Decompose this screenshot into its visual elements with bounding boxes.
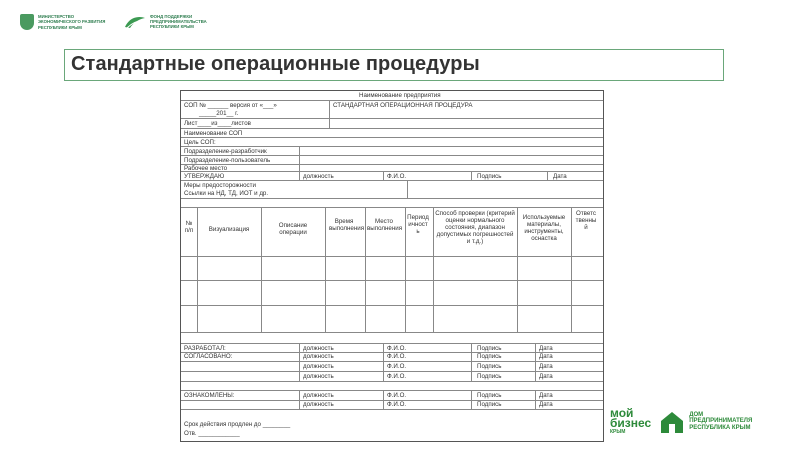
col-place: Место выполнения <box>367 218 403 232</box>
approve-date: Дата <box>553 173 567 180</box>
house-icon <box>659 410 685 434</box>
table-row <box>181 281 603 306</box>
org-name: Наименование предприятия <box>359 92 441 99</box>
fund-line-3: РЕСПУБЛИКИ КРЫМ <box>150 24 194 30</box>
table-header <box>181 207 603 257</box>
workplace: Рабочее место <box>184 165 228 172</box>
user-unit: Подразделение-пользователь <box>184 157 271 164</box>
form-row-workplace <box>181 165 603 172</box>
page-title: Стандартные операционные процедуры <box>71 53 480 75</box>
form-row-sheet <box>181 119 603 129</box>
ministry-line-2: ЭКОНОМИЧЕСКОГО РАЗВИТИЯ <box>38 19 106 25</box>
form-row-approve <box>181 172 603 181</box>
col-description: Описание операции <box>278 222 308 236</box>
agreed-position-2: должность <box>303 363 334 370</box>
acquainted-row-2 <box>181 400 603 410</box>
fund-line-2: ПРЕДПРИНИМАТЕЛЬСТВА <box>150 19 207 25</box>
agreed-row-3 <box>181 372 603 382</box>
agreed-position-3: должность <box>303 373 334 380</box>
title-box <box>64 49 724 81</box>
moi-text: мой <box>610 406 634 420</box>
biznes-text: бизнес <box>610 416 652 430</box>
moi-biznes-logo <box>610 408 651 435</box>
agreed-row <box>181 352 603 362</box>
agreed-position: должность <box>303 353 334 360</box>
agreed-date-2: Дата <box>539 363 553 370</box>
form-row-name <box>181 129 603 138</box>
agreed-signature: Подпись <box>477 353 502 360</box>
agreed-fio-3: Ф.И.О. <box>387 373 407 380</box>
developed-fio: Ф.И.О. <box>387 345 407 352</box>
approve-position: должность <box>303 173 334 180</box>
approve-signature: Подпись <box>477 173 502 180</box>
responsible-line: Отв. ____________ <box>184 430 240 437</box>
form-row-org <box>181 91 603 101</box>
ministry-logo <box>20 14 105 30</box>
form-row-precautions <box>181 181 603 199</box>
fund-logo <box>124 14 207 30</box>
sheet-count: Лист____из____листов <box>184 120 251 127</box>
dom-line-2: ПРЕДПРИНИМАТЕЛЯ <box>689 418 753 425</box>
acquainted-position-2: должность <box>303 401 334 408</box>
dev-unit: Подразделение-разработчик <box>184 148 267 155</box>
agreed-date: Дата <box>539 353 553 360</box>
fund-line-1: ФОНД ПОДДЕРЖКИ <box>150 14 193 19</box>
col-time: Время выполнения <box>329 218 365 232</box>
sop-goal: Цель СОП: <box>184 139 216 146</box>
approve-fio: Ф.И.О. <box>387 173 407 180</box>
ministry-line-3: РЕСПУБЛИКИ КРЫМ <box>38 24 82 30</box>
dom-line-1: ДОМ <box>689 411 704 418</box>
emblem-icon <box>20 14 34 30</box>
acquainted-label: ОЗНАКОМЛЕНЫ: <box>184 392 235 399</box>
ministry-line-1: МИНИСТЕРСТВО <box>38 14 75 20</box>
extended-until: Срок действия продлен до ________ <box>184 421 291 428</box>
table-row <box>181 306 603 333</box>
acquainted-fio: Ф.И.О. <box>387 392 407 399</box>
developed-signature: Подпись <box>477 345 502 352</box>
acquainted-date-2: Дата <box>539 401 553 408</box>
sop-year: _____201__ г. <box>199 110 239 117</box>
agreed-signature-2: Подпись <box>477 363 502 370</box>
sop-number: СОП № ______ версия от «___» <box>184 102 277 109</box>
references: Ссылки на НД, ТД, ИОТ и др. <box>184 190 269 197</box>
dom-line-3: РЕСПУБЛИКА КРЫМ <box>689 424 751 431</box>
col-check: Способ проверки (критерий оценки нормального состояния, диапазон допустимых погрешностей и т.д.) <box>435 210 515 245</box>
precautions: Меры предосторожности <box>184 182 256 189</box>
sop-heading: СТАНДАРТНАЯ ОПЕРАЦИОННАЯ ПРОЦЕДУРА <box>333 102 473 109</box>
col-period: Периодичность <box>407 214 429 235</box>
leaf-icon <box>124 15 146 29</box>
acquainted-fio-2: Ф.И.О. <box>387 401 407 408</box>
developed-position: должность <box>303 345 334 352</box>
col-responsible: Ответственный <box>575 210 597 231</box>
col-materials: Используемые материалы, инструменты, оснастка <box>522 214 566 242</box>
acquainted-position: должность <box>303 392 334 399</box>
agreed-label: СОГЛАСОВАНО: <box>184 353 233 360</box>
approve-label: УТВЕРЖДАЮ <box>184 173 225 180</box>
acquainted-signature-2: Подпись <box>477 401 502 408</box>
form-row-user <box>181 156 603 165</box>
developed-date: Дата <box>539 345 553 352</box>
agreed-date-3: Дата <box>539 373 553 380</box>
agreed-signature-3: Подпись <box>477 373 502 380</box>
agreed-fio: Ф.И.О. <box>387 353 407 360</box>
acquainted-date: Дата <box>539 392 553 399</box>
col-visualization: Визуализация <box>208 226 250 233</box>
dom-logo-text <box>689 412 752 432</box>
footer-logos <box>610 408 752 435</box>
form-row-sop <box>181 101 603 119</box>
form-row-goal <box>181 138 603 147</box>
agreed-row-2 <box>181 362 603 372</box>
developed-label: РАЗРАБОТАЛ: <box>184 345 226 352</box>
acquainted-signature: Подпись <box>477 392 502 399</box>
sop-form <box>180 90 604 442</box>
sop-name: Наименование СОП <box>184 130 243 137</box>
form-row-dev <box>181 147 603 156</box>
krym-text: КРЫМ <box>610 429 626 435</box>
agreed-fio-2: Ф.И.О. <box>387 363 407 370</box>
col-number: № п/п <box>184 220 194 234</box>
table-row <box>181 256 603 281</box>
